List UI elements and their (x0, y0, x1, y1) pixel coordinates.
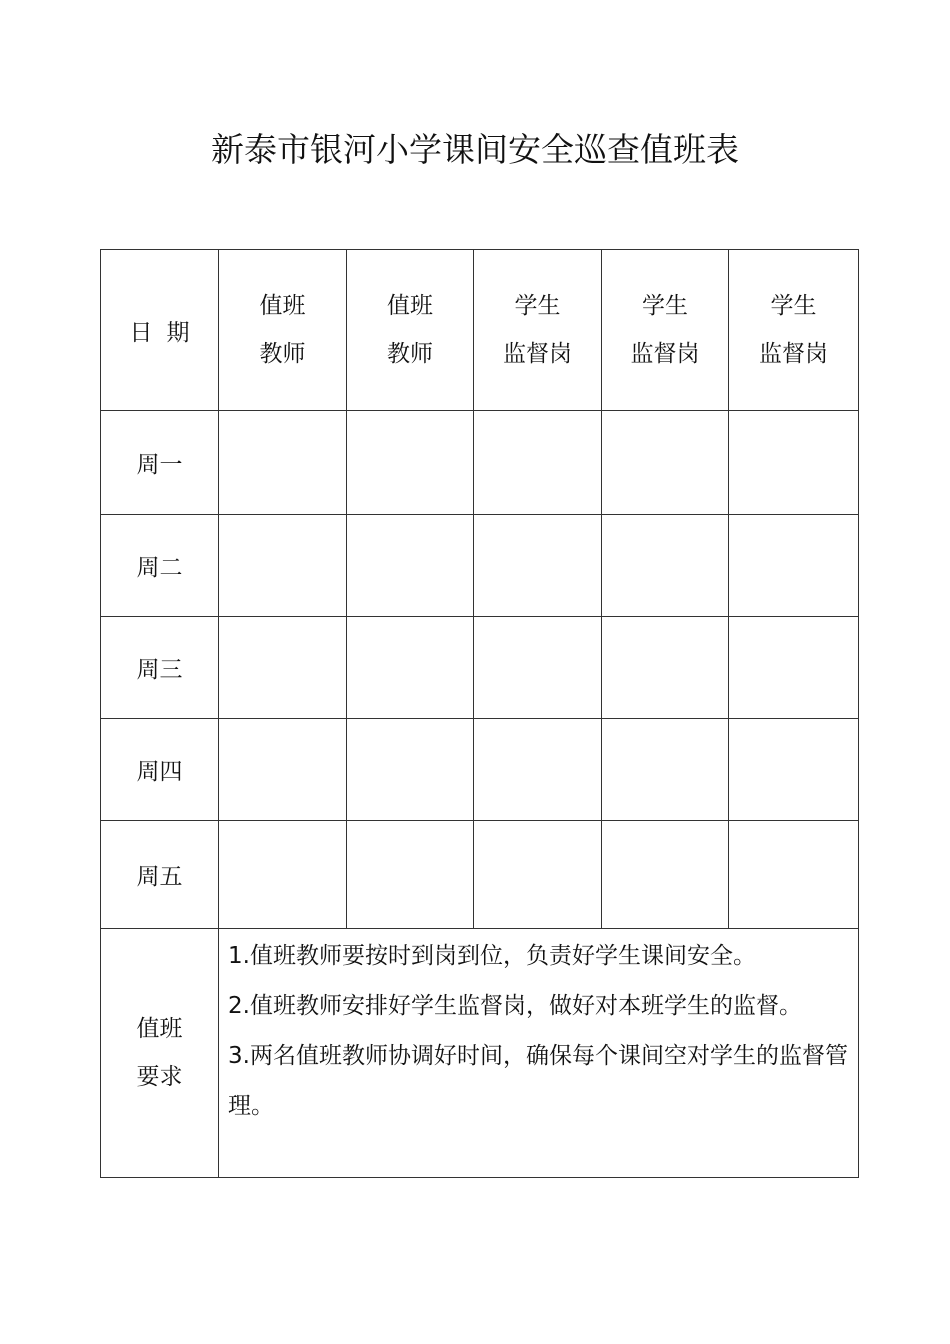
cell-wednesday-student-1 (474, 617, 602, 719)
cell-monday-teacher-1 (219, 411, 347, 515)
requirements-row (101, 929, 859, 1178)
header-student-3 (729, 250, 859, 411)
cell-friday-student-3 (729, 821, 859, 929)
cell-friday-teacher-1 (219, 821, 347, 929)
cell-tuesday-teacher-1 (219, 515, 347, 617)
table-row-monday (101, 411, 859, 515)
cell-monday-student-2 (602, 411, 729, 515)
requirements-label (101, 929, 219, 1178)
header-student-2-line1: 学生 (642, 293, 688, 319)
requirements-label-line1: 值班 (136, 1016, 183, 1042)
cell-wednesday-teacher-1 (219, 617, 347, 719)
cell-thursday-student-2 (602, 719, 729, 821)
cell-wednesday-student-3 (729, 617, 859, 719)
cell-wednesday-student-2 (602, 617, 729, 719)
cell-wednesday-teacher-2 (347, 617, 474, 719)
cell-friday-student-1 (474, 821, 602, 929)
table-row-thursday (101, 719, 859, 821)
header-student-1 (474, 250, 602, 411)
header-student-1-line2: 监督岗 (503, 341, 572, 367)
cell-tuesday-student-3 (729, 515, 859, 617)
header-student-2-line2: 监督岗 (630, 341, 700, 367)
day-label-monday: 周一 (101, 411, 219, 515)
cell-thursday-teacher-2 (347, 719, 474, 821)
header-teacher-1 (219, 250, 347, 411)
cell-monday-student-1 (474, 411, 602, 515)
cell-thursday-student-1 (474, 719, 602, 821)
table-row-tuesday (101, 515, 859, 617)
day-label-friday: 周五 (101, 821, 219, 929)
cell-thursday-student-3 (729, 719, 859, 821)
header-student-3-line2: 监督岗 (759, 341, 828, 367)
duty-table (100, 249, 859, 1178)
requirement-item-1: 1.值班教师要按时到岗到位，负责好学生课间安全。 (228, 943, 756, 969)
cell-thursday-teacher-1 (219, 719, 347, 821)
day-label-wednesday: 周三 (101, 617, 219, 719)
cell-monday-teacher-2 (347, 411, 474, 515)
header-teacher-1-line2: 教师 (259, 341, 306, 367)
header-date: 日期 (101, 250, 219, 411)
table-header-row (101, 250, 859, 411)
table-row-wednesday (101, 617, 859, 719)
header-teacher-2 (347, 250, 474, 411)
day-label-thursday: 周四 (101, 719, 219, 821)
cell-friday-student-2 (602, 821, 729, 929)
cell-monday-student-3 (729, 411, 859, 515)
document-title: 新泰市银河小学课间安全巡查值班表 (211, 130, 739, 169)
header-teacher-2-line2: 教师 (387, 341, 433, 367)
header-student-3-line1: 学生 (770, 293, 817, 319)
header-student-1-line1: 学生 (514, 293, 561, 319)
header-teacher-1-line1: 值班 (259, 293, 306, 319)
requirements-text (219, 929, 859, 1178)
requirement-item-3: 3.两名值班教师协调好时间，确保每个课间空对学生的监督管理。 (228, 1043, 848, 1119)
cell-tuesday-student-2 (602, 515, 729, 617)
requirements-label-line2: 要求 (136, 1064, 183, 1090)
requirement-item-2: 2.值班教师安排好学生监督岗，做好对本班学生的监督。 (228, 993, 802, 1019)
header-student-2 (602, 250, 729, 411)
header-teacher-2-line1: 值班 (387, 293, 433, 319)
cell-tuesday-teacher-2 (347, 515, 474, 617)
day-label-tuesday: 周二 (101, 515, 219, 617)
cell-friday-teacher-2 (347, 821, 474, 929)
table-row-friday (101, 821, 859, 929)
cell-tuesday-student-1 (474, 515, 602, 617)
